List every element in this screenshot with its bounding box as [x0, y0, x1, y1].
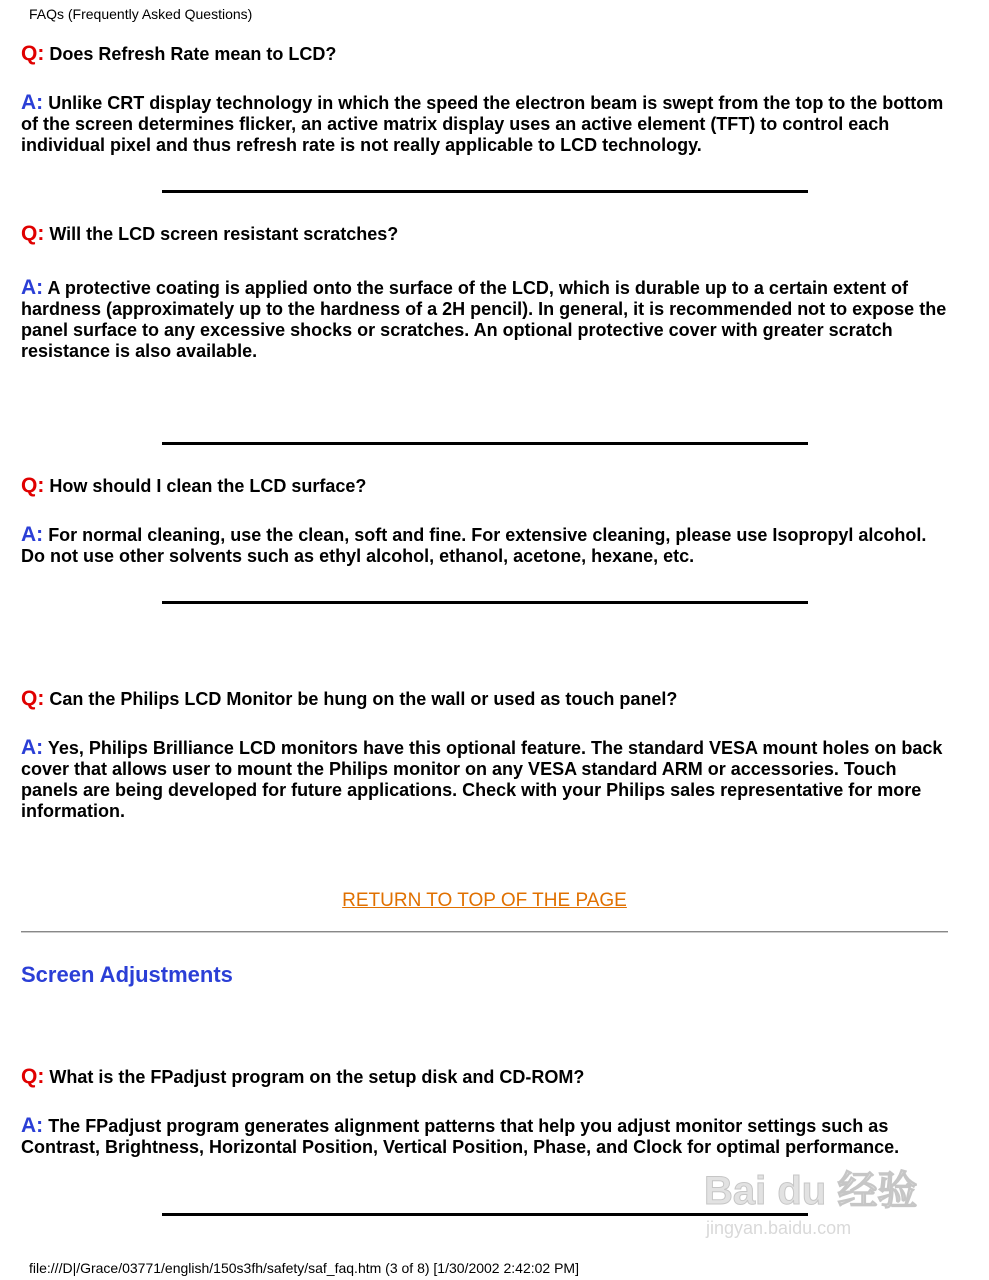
- q-marker: Q:: [21, 42, 45, 65]
- q-marker: Q:: [21, 687, 45, 710]
- answer-text: Yes, Philips Brilliance LCD monitors have this optional feature. The standard VESA mount holes on back cover that allows user to mount the Philips monitor on any VESA standard ARM or accessories. Touch panels are being developed for future applications. Check with your Philips sales representative for more information.: [21, 738, 943, 821]
- faq-question: [21, 223, 951, 245]
- answer-text: The FPadjust program generates alignment patterns that help you adjust monitor settings such as Contrast, Brightness, Horizontal Position, Vertical Position, Phase, and Clock for optimal performance.: [21, 1116, 900, 1157]
- faq-item: [21, 43, 951, 65]
- a-marker: A:: [21, 736, 44, 759]
- faq-item: [21, 223, 951, 245]
- faq-question: [21, 1066, 951, 1088]
- faq-answer-block: [21, 524, 951, 567]
- faq-answer-block: [21, 1115, 951, 1158]
- faq-answer-block: [21, 737, 951, 822]
- baidu-jingyan-watermark: [700, 1160, 940, 1240]
- question-text: How should I clean the LCD surface?: [49, 476, 367, 496]
- section-heading: Screen Adjustments: [21, 962, 233, 987]
- faq-answer: [21, 737, 951, 822]
- faq-answer: [21, 1115, 951, 1158]
- question-text: Can the Philips LCD Monitor be hung on the wall or used as touch panel?: [49, 689, 678, 709]
- faq-answer-block: [21, 92, 951, 156]
- faq-item: [21, 1066, 951, 1088]
- page-header-title: FAQs (Frequently Asked Questions): [29, 6, 253, 22]
- divider: [162, 190, 808, 193]
- q-marker: Q:: [21, 474, 45, 497]
- faq-question: [21, 688, 951, 710]
- faq-answer: [21, 92, 951, 156]
- section-divider: [21, 931, 948, 933]
- a-marker: A:: [21, 523, 44, 546]
- faq-item: [21, 688, 951, 710]
- faq-item: [21, 475, 951, 497]
- faq-question: [21, 43, 951, 65]
- q-marker: Q:: [21, 222, 45, 245]
- divider: [162, 601, 808, 604]
- a-marker: A:: [21, 276, 44, 299]
- footer-file-path: file:///D|/Grace/03771/english/150s3fh/safety/saf_faq.htm (3 of 8) [1/30/2002 2:42:02 PM]: [29, 1260, 579, 1276]
- faq-answer: [21, 277, 951, 362]
- question-text: Will the LCD screen resistant scratches?: [49, 224, 399, 244]
- answer-text: Unlike CRT display technology in which the speed the electron beam is swept from the top to the bottom of the screen determines flicker, an active matrix display uses an active element (TFT) to control each individual pixel and thus refresh rate is not really applicable to LCD technology.: [21, 93, 944, 155]
- return-to-top-link[interactable]: RETURN TO TOP OF THE PAGE: [342, 890, 627, 911]
- watermark-brand: Bai du 经验: [704, 1169, 918, 1213]
- divider: [162, 442, 808, 445]
- a-marker: A:: [21, 91, 44, 114]
- answer-text: For normal cleaning, use the clean, soft and fine. For extensive cleaning, please use Isopropyl alcohol. Do not use other solvents such as ethyl alcohol, ethanol, acetone, hexane, etc.: [21, 525, 927, 566]
- answer-text: A protective coating is applied onto the surface of the LCD, which is durable up to a certain extent of hardness (approximately up to the hardness of a 2H pencil). In general, it is recommended not to expose the panel surface to any excessive shocks or scratches. An optional protective cover with greater scratch resistance is also available.: [21, 278, 947, 361]
- faq-question: [21, 475, 951, 497]
- a-marker: A:: [21, 1114, 44, 1137]
- question-text: Does Refresh Rate mean to LCD?: [49, 44, 337, 64]
- q-marker: Q:: [21, 1065, 45, 1088]
- watermark-url: jingyan.baidu.com: [706, 1218, 852, 1238]
- faq-answer: [21, 524, 951, 567]
- faq-answer-block: [21, 277, 951, 362]
- question-text: What is the FPadjust program on the setup disk and CD-ROM?: [49, 1067, 585, 1087]
